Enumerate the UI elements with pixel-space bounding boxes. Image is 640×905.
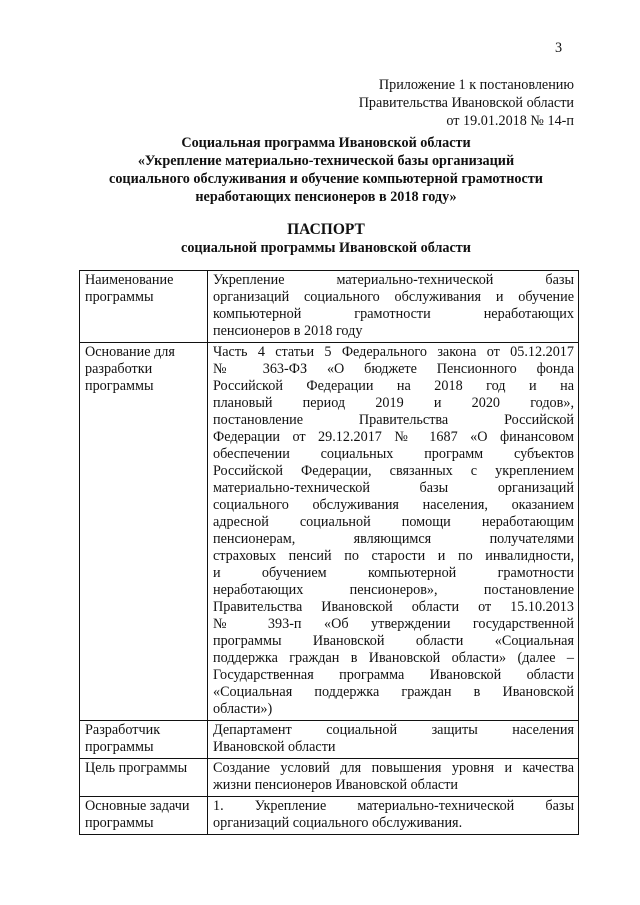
row-value-line: обеспечении социальных программ субъектов (213, 446, 574, 462)
table-row (80, 759, 579, 797)
row-label: Разработчик программы (80, 721, 208, 759)
row-value-line: области») (213, 701, 273, 717)
row-value-line: Ивановской области (213, 739, 336, 755)
row-value-line: поддержка граждан в Ивановской области» (далее – (213, 650, 574, 666)
row-value-line: и обучением компьютерной грамотности (213, 565, 574, 581)
row-value-line: неработающих пенсионеров», постановление (213, 582, 574, 598)
row-label: Основные задачи программы (80, 797, 208, 835)
row-value-line: Российской Федерации, связанных с укреплением (213, 463, 574, 479)
row-value-line: Государственная программа Ивановской области (213, 667, 574, 683)
passport-subtitle: социальной программы Ивановской области (181, 240, 471, 256)
row-value-line: Федерации от 29.12.2017 № 1687 «О финансовом (213, 429, 574, 445)
row-value-line: Правительства Ивановской области от 15.10.2013 (213, 599, 574, 615)
table-row (80, 271, 579, 343)
appendix-line: Правительства Ивановской области (358, 95, 574, 111)
row-value-line: пенсионеров в 2018 году (213, 323, 363, 339)
document-title (40, 134, 612, 206)
row-value-line: Часть 4 статьи 5 Федерального закона от 05.12.2017 (213, 344, 574, 360)
row-value-line: адресной социальной помощи неработающим (213, 514, 574, 530)
appendix-note (359, 76, 574, 130)
row-value-line: материально-технической базы организаций (213, 480, 574, 496)
table-row (80, 721, 579, 759)
row-value-line: 1. Укрепление материально-технической базы (213, 798, 574, 814)
passport-heading (40, 220, 612, 258)
table-row (80, 343, 579, 721)
row-value-line: пенсионерам, являющимся получателями (213, 531, 574, 547)
row-value-line: программы Ивановской области «Социальная (213, 633, 574, 649)
row-label: Наименование программы (80, 271, 208, 343)
row-label: Основание для разработки программы (80, 343, 208, 721)
row-value-line: № 393-п «Об утверждении государственной (213, 616, 574, 632)
passport-table-body (80, 271, 579, 835)
row-value-line: постановление Правительства Российской (213, 412, 574, 428)
appendix-line: от 19.01.2018 № 14-п (446, 113, 574, 129)
row-value-line: Создание условий для повышения уровня и качества (213, 760, 574, 776)
row-value (208, 797, 579, 835)
row-value (208, 343, 579, 721)
passport-title: ПАСПОРТ (287, 221, 365, 238)
row-value-line: страховых пенсий по старости и по инвалидности, (213, 548, 574, 564)
page-number: 3 (555, 40, 563, 56)
row-value-line: жизни пенсионеров Ивановской области (213, 777, 459, 793)
row-value-line: социального обслуживания населения, оказанием (213, 497, 574, 513)
title-line: «Укрепление материально-технической базы организаций (137, 153, 515, 169)
title-line: социального обслуживания и обучение компьютерной грамотности (109, 171, 543, 187)
row-value-line: организаций социального обслуживания. (213, 815, 463, 831)
row-value-line: «Социальная поддержка граждан в Ивановской (213, 684, 574, 700)
row-value-line: Российской Федерации на 2018 год и на (213, 378, 574, 394)
row-value-line: организаций социального обслуживания и обучение (213, 289, 574, 305)
passport-table (79, 270, 579, 835)
appendix-line: Приложение 1 к постановлению (378, 77, 574, 93)
row-value-line: Департамент социальной защиты населения (213, 722, 574, 738)
table-row (80, 797, 579, 835)
row-value (208, 271, 579, 343)
title-line: неработающих пенсионеров в 2018 году» (195, 189, 457, 205)
row-value-line: плановый период 2019 и 2020 годов», (213, 395, 574, 411)
title-line: Социальная программа Ивановской области (181, 135, 471, 151)
row-value-line: компьютерной грамотности неработающих (213, 306, 574, 322)
row-value (208, 759, 579, 797)
row-label: Цель программы (80, 759, 208, 797)
row-value (208, 721, 579, 759)
row-value-line: Укрепление материально-технической базы (213, 272, 574, 288)
row-value-line: № 363-ФЗ «О бюджете Пенсионного фонда (213, 361, 574, 377)
